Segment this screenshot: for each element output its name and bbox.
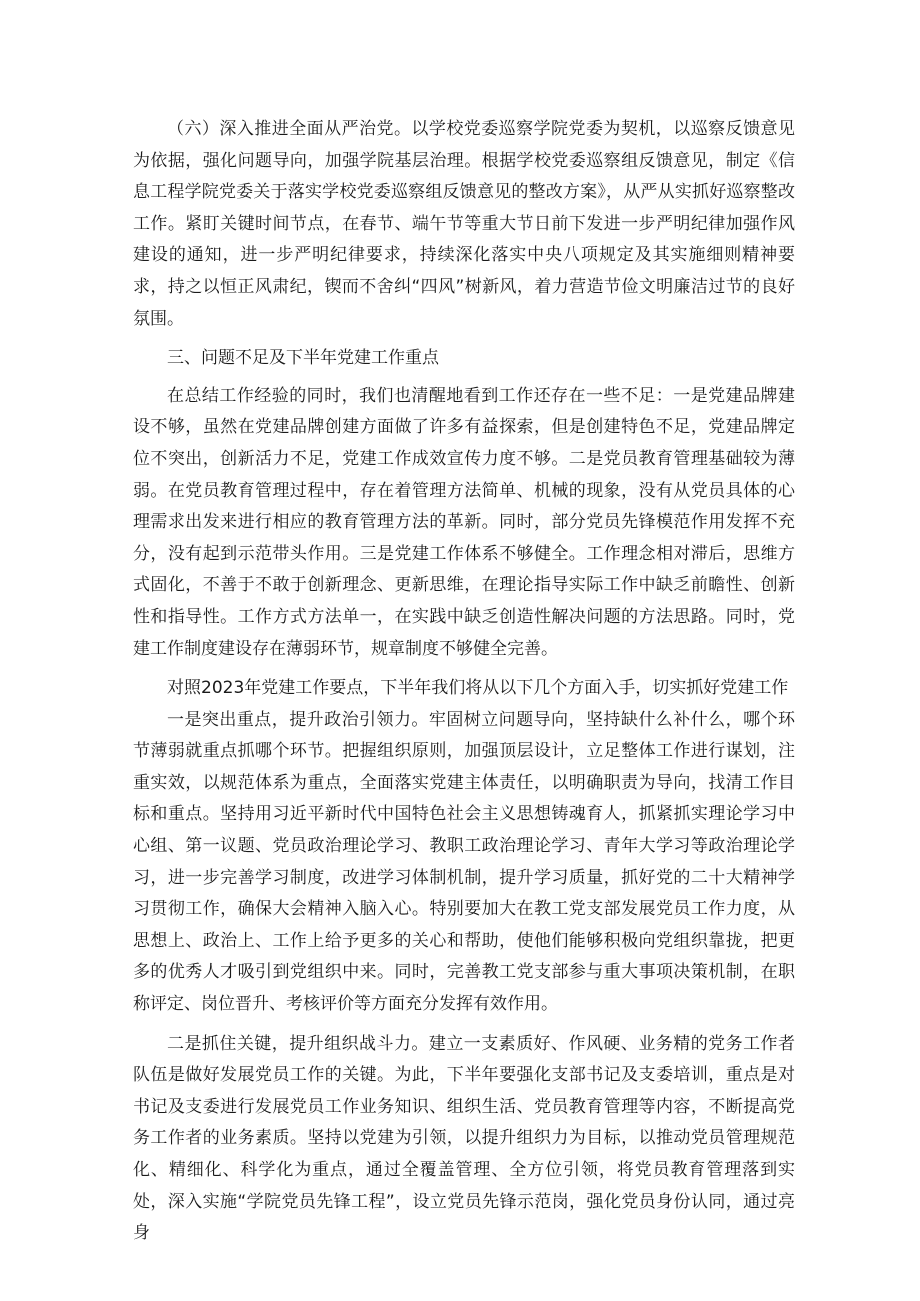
section-heading-three: 三、问题不足及下半年党建工作重点	[167, 348, 439, 369]
paragraph-section-six: （六）深入推进全面从严治党。以学校党委巡察学院党委为契机，以巡察反馈意见为依据，强化问题导向，加强学院基层治理。根据学校党委巡察组反馈意见，制定《信息工程学院党委关于落实学校党委巡察组反馈意见的整改方案》，从严从实抓好巡察整改工作。紧盯关键时间节点，在春节、端午节等重大节日前下发进一步严明纪律加强作风建设的通知，进一步严明纪律要求，持续深化落实中央八项规定及其实施细则精神要求，持之以恒正风肃纪，锲而不舍纠“四风”树新风，着力营造节俭文明廉洁过节的良好氛围。	[133, 119, 795, 329]
document-body	[133, 114, 795, 1250]
paragraph-point-two: 二是抓住关键，提升组织战斗力。建立一支素质好、作风硬、业务精的党务工作者队伍是做好发展党员工作的关键。为此，下半年要强化支部书记及支委培训，重点是对书记及支委进行发展党员工作业务知识、组织生活、党员教育管理等内容，不断提高党务工作者的业务素质。坚持以党建为引领，以提升组织力为目标，以推动党员管理规范化、精细化、科学化为重点，通过全覆盖管理、全方位引领，将党员教育管理落到实处，深入实施“学院党员先锋工程”，设立党员先锋示范岗，强化党员身份认同，通过亮身	[133, 1033, 795, 1244]
paragraph-plan-intro: 对照2023年党建工作要点，下半年我们将从以下几个方面入手，切实抓好党建工作	[167, 678, 789, 699]
paragraph-point-one: 一是突出重点，提升政治引领力。牢固树立问题导向，坚持缺什么补什么，哪个环节薄弱就重点抓哪个环节。把握组织原则，加强顶层设计，立足整体工作进行谋划，注重实效，以规范体系为重点，全面落实党建主体责任，以明确职责为导向，找清工作目标和重点。坚持用习近平新时代中国特色社会主义思想铸魂育人，抓紧抓实理论学习中心组、第一议题、党员政治理论学习、教职工政治理论学习、青年大学习等政治理论学习，进一步完善学习制度，改进学习体制机制，提升学习质量，抓好党的二十大精神学习贯彻工作，确保大会精神入脑入心。特别要加大在教工党支部发展党员工作力度，从思想上、政治上、工作上给予更多的关心和帮助，使他们能够积极向党组织靠拢，把更多的优秀人才吸引到党组织中来。同时，完善教工党支部参与重大事项决策机制，在职称评定、岗位晋升、考核评价等方面充分发挥有效作用。	[133, 709, 795, 1015]
paragraph-problems: 在总结工作经验的同时，我们也清醒地看到工作还存在一些不足：一是党建品牌建设不够，虽然在党建品牌创建方面做了许多有益探索，但是创建特色不足，党建品牌定位不突出，创新活力不足，党建工作成效宣传力度不够。二是党员教育管理基础较为薄弱。在党员教育管理过程中，存在着管理方法简单、机械的现象，没有从党员具体的心理需求出发来进行相应的教育管理方法的革新。同时，部分党员先锋模范作用发挥不充分，没有起到示范带头作用。三是党建工作体系不够健全。工作理念相对滞后，思维方式固化，不善于不敢于创新理念、更新思维，在理论指导实际工作中缺乏前瞻性、创新性和指导性。工作方式方法单一，在实践中缺乏创造性解决问题的方法思路。同时，党建工作制度建设存在薄弱环节，规章制度不够健全完善。	[133, 385, 795, 659]
